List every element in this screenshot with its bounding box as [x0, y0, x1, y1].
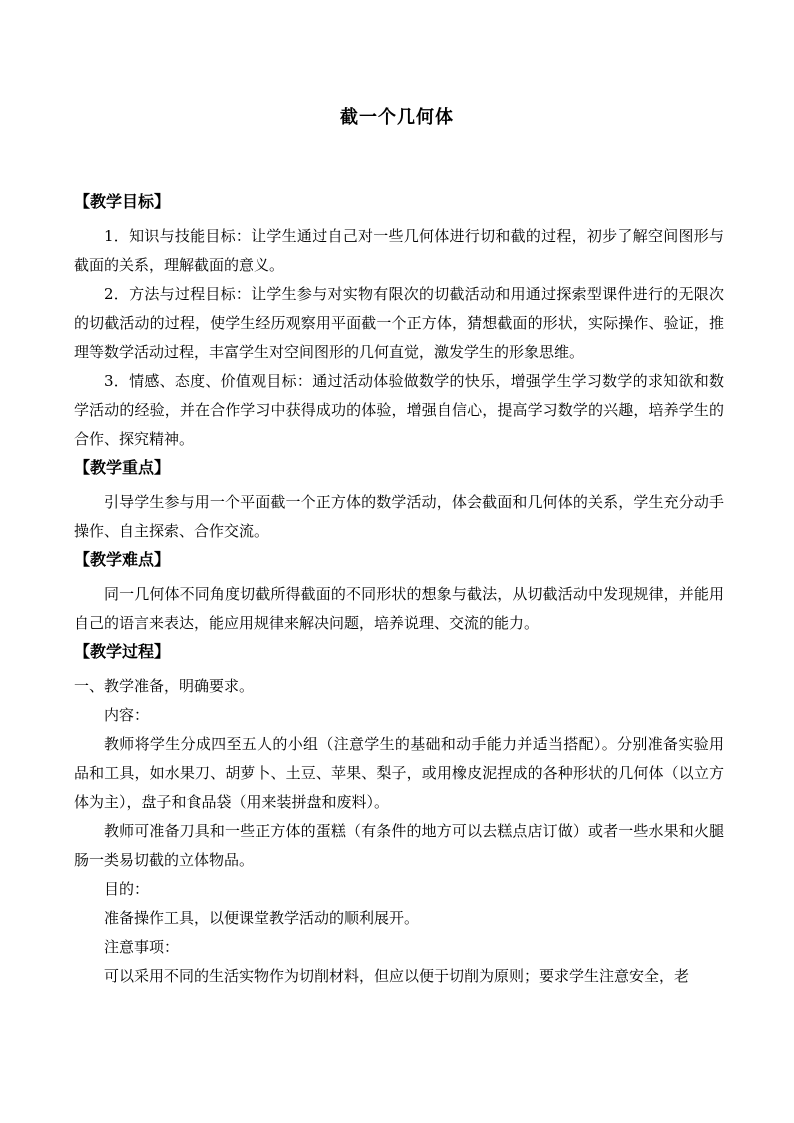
section-heading-difficulties: 【教学难点】 [74, 550, 171, 569]
section-heading-key-points: 【教学重点】 [74, 458, 171, 477]
process-step-title: 一、教学准备，明确要求。 [74, 677, 255, 695]
content-label: 内容： [104, 706, 150, 724]
content-paragraph-2: 教师可准备刀具和一些正方体的蛋糕（有条件的地方可以去糕点店订做）或者一些水果和火腿肠一类易切截的立体物品。 [74, 822, 724, 869]
objective-paragraph-2: 2．方法与过程目标：让学生参与对实物有限次的切截活动和用通过探索型课件进行的无限次的切截活动的过程，使学生经历观察用平面截一个正方体，猜想截面的形状，实际操作、验证，推理等数学活动过程，丰富学生对空间图形的几何直觉，激发学生的形象思维。 [74, 285, 724, 361]
purpose-text: 准备操作工具，以便课堂教学活动的顺利展开。 [104, 909, 420, 927]
section-heading-objectives: 【教学目标】 [74, 192, 171, 211]
notes-text: 可以采用不同的生活实物作为切削材料，但应以便于切削为原则；要求学生注意安全，老 [104, 967, 690, 985]
notes-label: 注意事项： [104, 938, 180, 956]
document-title: 截一个几何体 [340, 107, 454, 128]
document-body [74, 188, 724, 991]
key-points-paragraph: 引导学生参与用一个平面截一个正方体的数学活动，体会截面和几何体的关系，学生充分动手操作、自主探索、合作交流。 [74, 493, 724, 540]
content-paragraph-1: 教师将学生分成四至五人的小组（注意学生的基础和动手能力并适当搭配）。分别准备实验用品和工具，如水果刀、胡萝卜、土豆、苹果、梨子，或用橡皮泥捏成的各种形状的几何体（以立方体为主），盘子和食品袋（用来装拼盘和废料）。 [74, 735, 724, 811]
objective-paragraph-1: 1．知识与技能目标：让学生通过自己对一些几何体进行切和截的过程，初步了解空间图形与截面的关系，理解截面的意义。 [74, 227, 724, 274]
section-heading-process: 【教学过程】 [74, 642, 171, 661]
difficulties-paragraph: 同一几何体不同角度切截所得截面的不同形状的想象与截法，从切截活动中发现规律，并能用自己的语言来表达，能应用规律来解决问题，培养说理、交流的能力。 [74, 585, 724, 632]
objective-paragraph-3: 3．情感、态度、价值观目标：通过活动体验做数学的快乐，增强学生学习数学的求知欲和数学活动的经验，并在合作学习中获得成功的体验，增强自信心，提高学习数学的兴趣，培养学生的合作、探究精神。 [74, 372, 724, 448]
purpose-label: 目的： [104, 880, 150, 898]
